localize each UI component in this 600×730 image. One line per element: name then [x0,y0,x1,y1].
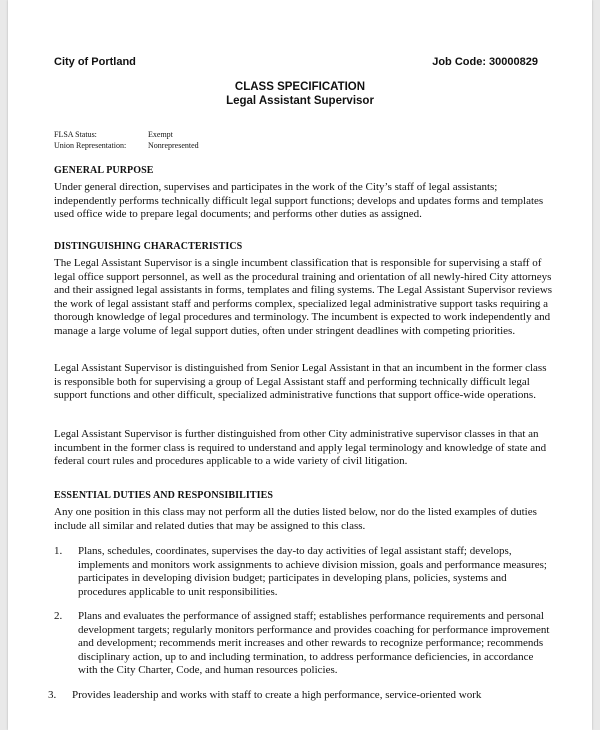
union-representation-label: Union Representation: [54,141,127,150]
duty-item-1 [54,545,554,599]
duty-item-text: Provides leadership and works with staff to create a high performance, service-oriented work [72,689,482,701]
duty-item-number: 1. [54,545,63,557]
duty-item-number: 3. [48,689,57,701]
duty-item-text: Plans, schedules, coordinates, supervises the day-to day activities of legal assistant staff; develops, implements and monitors work assignments to achieve division mission, goals and performance measures; participates in developing division budget; participates in developing plans, policies, systems and procedures applicable to unit responsibilities. [78,545,547,598]
document-title: CLASS SPECIFICATION [234,81,366,93]
duty-item-2 [54,610,554,678]
flsa-status-row [54,130,173,139]
flsa-status-value: Exempt [148,130,173,139]
duty-item-number: 2. [54,610,63,622]
duty-item-3 [48,689,548,703]
duties-intro: Any one position in this class may not perform all the duties listed below, nor do the listed examples of duties include all similar and related duties that may be assigned to this class. [54,506,537,532]
union-representation-row [54,141,199,150]
distinguishing-paragraph-1: The Legal Assistant Supervisor is a single incumbent classification that is responsible for supervising a staff of legal office support personnel, as well as the procedural training and orientation of all newly-hired City attorneys and their assigned legal assistants in forms, templates and filing systems. The Legal Assistant Supervisor reviews the work of legal assistant staff and performs complex, specialized legal administrative support tasks requiring a thorough knowledge of legal procedures and terminology. The incumbent is expected to work independently and manage a large volume of legal support duties, often under stringent deadlines with competing priorities. [54,257,553,337]
union-representation-value: Nonrepresented [148,141,199,150]
document-page [8,0,592,730]
flsa-status-label: FLSA Status: [54,130,97,139]
employer-name: City of Portland [54,56,136,68]
general-purpose-heading: GENERAL PURPOSE [54,165,154,176]
general-purpose-text: Under general direction, supervises and participates in the work of the City’s staff of legal assistants; independently performs technically difficult legal support functions; develops and updates forms and templates used office wide to prepare legal documents; and performs other duties as assigned. [54,181,544,220]
distinguishing-heading: DISTINGUISHING CHARACTERISTICS [54,241,243,252]
document-subtitle: Legal Assistant Supervisor [226,95,374,107]
duties-heading: ESSENTIAL DUTIES AND RESPONSIBILITIES [54,490,274,501]
distinguishing-paragraph-3: Legal Assistant Supervisor is further distinguished from other City administrative supervisor classes in that an incumbent in the former class is required to understand and apply legal terminology and knowledge of state and federal court rules and procedures applicable to a wide variety of civil litigation. [54,428,547,467]
job-code: Job Code: 30000829 [432,56,538,68]
duty-item-text: Plans and evaluates the performance of assigned staff; establishes performance requirements and personal development targets; regularly monitors performance and provides coaching for performance improvement and development; recommends merit increases and other rewards to recognize performance; recommends disciplinary action, up to and including termination, to address performance deficiencies, in accordance with the City Charter, Code, and human resources policies. [78,610,550,676]
distinguishing-paragraph-2: Legal Assistant Supervisor is distinguished from Senior Legal Assistant in that an incumbent in the former class is responsible both for supervising a group of Legal Assistant staff and performing technically difficult legal support functions and other difficult, specialized administrative functions that support office-wide operations. [54,362,547,401]
